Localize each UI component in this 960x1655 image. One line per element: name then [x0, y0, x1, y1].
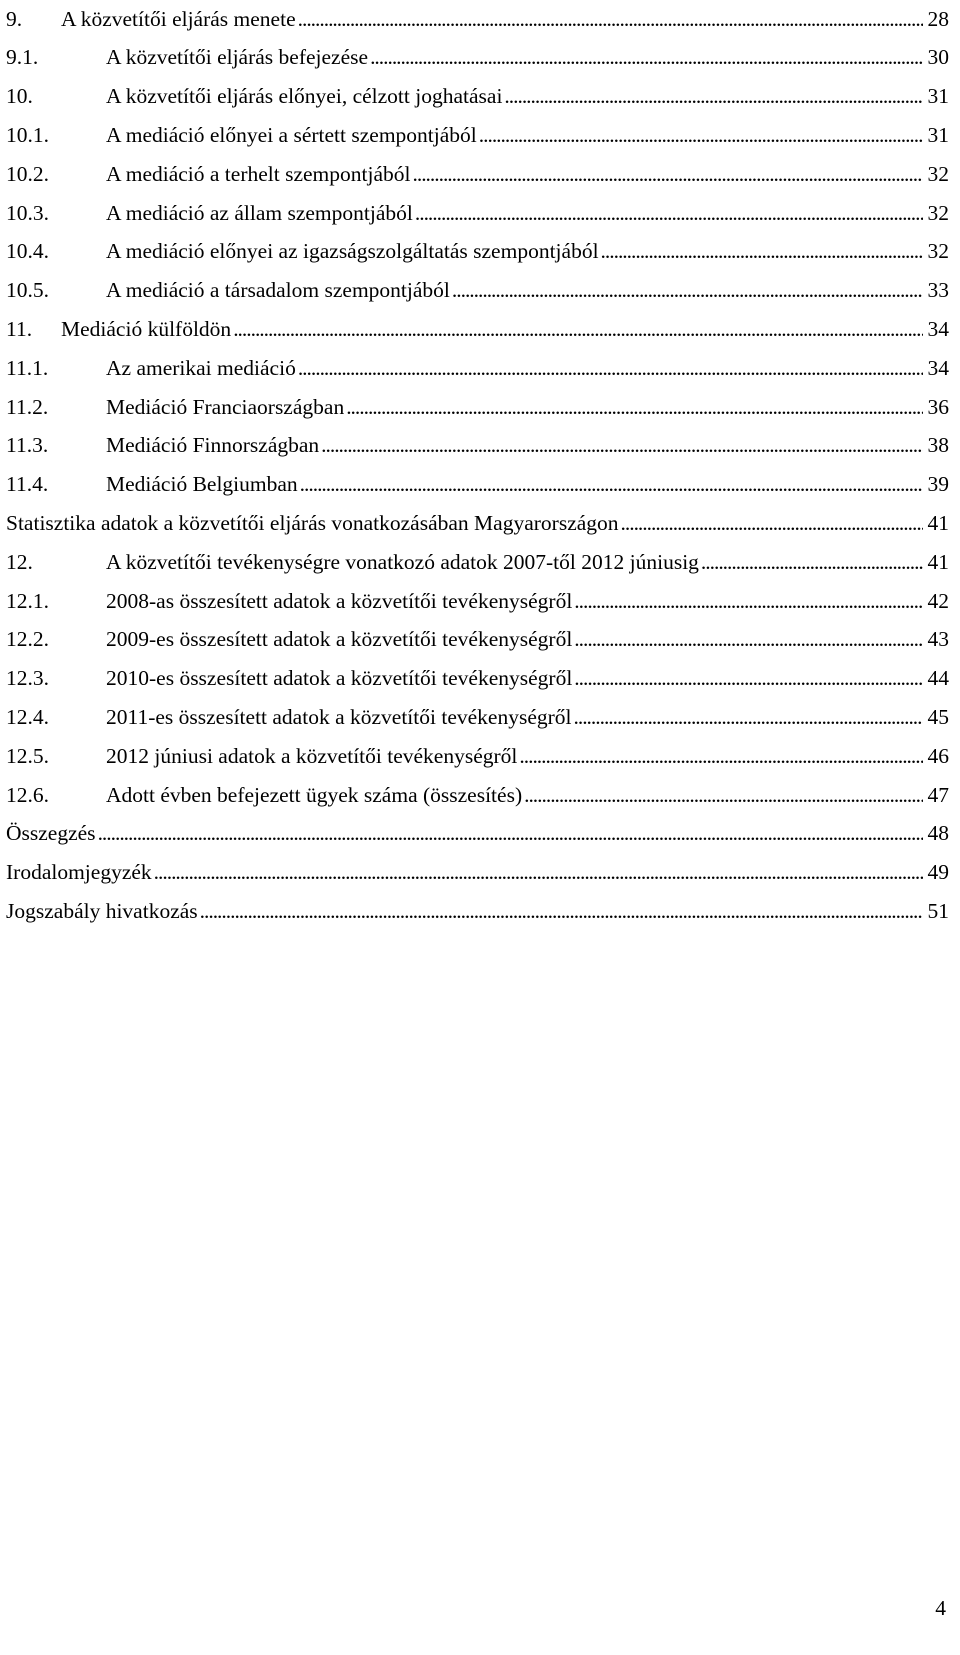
toc-entry-number: 12. — [6, 549, 33, 574]
toc-entry-title: Mediáció külföldön — [61, 317, 232, 342]
toc-entry-page: 44 — [927, 666, 949, 691]
toc-entry-title: Összegzés — [6, 821, 96, 846]
toc-dot-leader — [298, 9, 923, 31]
toc-dot-leader — [601, 241, 923, 263]
toc-entry[interactable] — [6, 349, 949, 388]
toc-entry-title: 2008-as összesített adatok a közvetítői tevékenységről — [106, 588, 573, 613]
toc-dot-leader — [200, 901, 923, 923]
toc-entry[interactable] — [6, 854, 949, 893]
toc-dot-leader — [346, 397, 923, 419]
toc-entry-title: A közvetítői tevékenységre vonatkozó adatok 2007-től 2012 júniusig — [106, 549, 699, 574]
toc-entry-number: 12.4. — [6, 704, 49, 729]
toc-entry-page: 41 — [927, 511, 949, 535]
toc-entry-title: Statisztika adatok a közvetítői eljárás vonatkozásában Magyarországon — [6, 511, 619, 535]
toc-dot-leader — [298, 358, 923, 380]
toc-dot-leader — [370, 47, 923, 69]
toc-entry-number: 9.1. — [6, 45, 39, 70]
toc-dot-leader — [621, 513, 923, 535]
toc-dot-leader — [154, 862, 923, 884]
toc-entry[interactable] — [6, 310, 949, 349]
toc-entry-number: 10.2. — [6, 161, 49, 186]
toc-dot-leader — [98, 823, 923, 845]
toc-entry-title: A mediáció az állam szempontjából — [106, 200, 413, 225]
toc-entry[interactable] — [6, 78, 949, 117]
toc-entry-title: A közvetítői eljárás menete — [61, 6, 296, 31]
toc-entry-title: Mediáció Franciaországban — [106, 394, 345, 419]
toc-entry-number: 10.5. — [6, 278, 49, 303]
toc-entry-page: 49 — [927, 860, 949, 885]
toc-entry-title: A mediáció előnyei az igazságszolgáltatás szempontjából — [106, 239, 599, 264]
toc-entry[interactable] — [6, 466, 949, 505]
toc-entry-number: 11.3. — [6, 433, 49, 458]
toc-entry-title: A közvetítői eljárás befejezése — [106, 45, 369, 70]
toc-entry[interactable] — [6, 737, 949, 776]
toc-dot-leader — [524, 785, 923, 807]
toc-entry[interactable] — [6, 776, 949, 815]
toc-entry[interactable] — [6, 116, 949, 155]
toc-entry[interactable] — [6, 233, 949, 272]
toc-entry-page: 48 — [927, 821, 949, 846]
toc-entry-number: 11.1. — [6, 355, 49, 380]
toc-entry-title: Az amerikai mediáció — [106, 355, 296, 380]
toc-entry-title: Mediáció Belgiumban — [106, 472, 298, 497]
toc-entry-number: 9. — [6, 6, 23, 31]
toc-entry-title: A mediáció előnyei a sértett szempontjából — [106, 123, 477, 148]
toc-entry-title: A mediáció a társadalom szempontjából — [106, 278, 450, 303]
toc-dot-leader — [321, 435, 923, 457]
toc-entry-number: 11.2. — [6, 394, 49, 419]
toc-dot-leader — [574, 707, 924, 729]
toc-entry[interactable] — [6, 698, 949, 737]
toc-entry-page: 34 — [927, 355, 949, 380]
toc-entry-title: Irodalomjegyzék — [6, 860, 152, 885]
toc-entry-title: Jogszabály hivatkozás — [6, 898, 198, 923]
toc-entry-title: 2009-es összesített adatok a közvetítői tevékenységről — [106, 627, 573, 652]
toc-entry-number: 12.3. — [6, 666, 49, 691]
toc-entry-page: 46 — [927, 743, 949, 768]
toc-entry[interactable] — [6, 660, 949, 699]
toc-entry-page: 30 — [927, 45, 949, 70]
toc-dot-leader — [574, 629, 923, 651]
toc-entry[interactable] — [6, 427, 949, 466]
toc-entry[interactable] — [6, 582, 949, 621]
toc-dot-leader — [504, 86, 923, 108]
toc-entry-page: 47 — [927, 782, 949, 807]
toc-entry-number: 10.1. — [6, 123, 49, 148]
toc-entry-page: 41 — [927, 549, 949, 574]
toc-entry-number: 11.4. — [6, 472, 49, 497]
toc-entry-title: A közvetítői eljárás előnyei, célzott joghatásai — [106, 84, 503, 109]
table-of-contents — [6, 0, 949, 931]
toc-entry[interactable] — [6, 504, 949, 543]
toc-entry[interactable] — [6, 621, 949, 660]
toc-dot-leader — [519, 746, 923, 768]
toc-dot-leader — [574, 591, 923, 613]
toc-entry-title: 2011-es összesített adatok a közvetítői tevékenységről — [106, 704, 572, 729]
toc-entry[interactable] — [6, 815, 949, 854]
toc-dot-leader — [452, 280, 923, 302]
toc-entry-page: 33 — [927, 278, 949, 303]
page-number: 4 — [935, 1596, 946, 1620]
toc-entry-number: 12.6. — [6, 782, 49, 807]
toc-entry-page: 28 — [927, 6, 949, 31]
toc-entry-number: 12.5. — [6, 743, 49, 768]
toc-entry-page: 34 — [927, 317, 949, 342]
toc-dot-leader — [479, 125, 923, 147]
toc-entry-page: 36 — [927, 394, 949, 419]
toc-entry-number: 12.1. — [6, 588, 49, 613]
toc-entry[interactable] — [6, 155, 949, 194]
toc-entry[interactable] — [6, 39, 949, 78]
toc-entry-title: 2010-es összesített adatok a közvetítői tevékenységről — [106, 666, 573, 691]
toc-entry[interactable] — [6, 388, 949, 427]
toc-entry-page: 38 — [927, 433, 949, 458]
toc-entry-page: 42 — [927, 588, 949, 613]
toc-entry[interactable] — [6, 194, 949, 233]
toc-dot-leader — [413, 164, 924, 186]
toc-entry-number: 10.4. — [6, 239, 49, 264]
toc-entry-number: 10. — [6, 84, 33, 109]
toc-entry-title: Adott évben befejezett ügyek száma (összesítés) — [106, 782, 523, 807]
toc-entry-title: Mediáció Finnországban — [106, 433, 320, 458]
toc-dot-leader — [300, 474, 923, 496]
toc-dot-leader — [233, 319, 923, 341]
toc-entry-page: 31 — [927, 123, 949, 148]
toc-entry-number: 10.3. — [6, 200, 49, 225]
toc-entry[interactable] — [6, 892, 949, 931]
toc-entry-page: 32 — [927, 200, 949, 225]
toc-entry-title: A mediáció a terhelt szempontjából — [106, 161, 411, 186]
toc-entry-number: 12.2. — [6, 627, 49, 652]
toc-entry-page: 32 — [927, 161, 949, 186]
toc-entry-page: 45 — [927, 704, 949, 729]
toc-entry-page: 43 — [927, 627, 949, 652]
toc-entry-page: 39 — [927, 472, 949, 497]
toc-dot-leader — [415, 203, 923, 225]
toc-entry[interactable] — [6, 272, 949, 311]
toc-dot-leader — [701, 552, 923, 574]
toc-entry[interactable] — [6, 543, 949, 582]
toc-entry-number: 11. — [6, 317, 33, 342]
toc-entry[interactable] — [6, 0, 949, 39]
toc-entry-page: 31 — [927, 84, 949, 109]
toc-entry-page: 51 — [927, 898, 949, 923]
toc-dot-leader — [574, 668, 923, 690]
toc-entry-page: 32 — [927, 239, 949, 264]
toc-entry-title: 2012 júniusi adatok a közvetítői tevékenységről — [106, 743, 518, 768]
